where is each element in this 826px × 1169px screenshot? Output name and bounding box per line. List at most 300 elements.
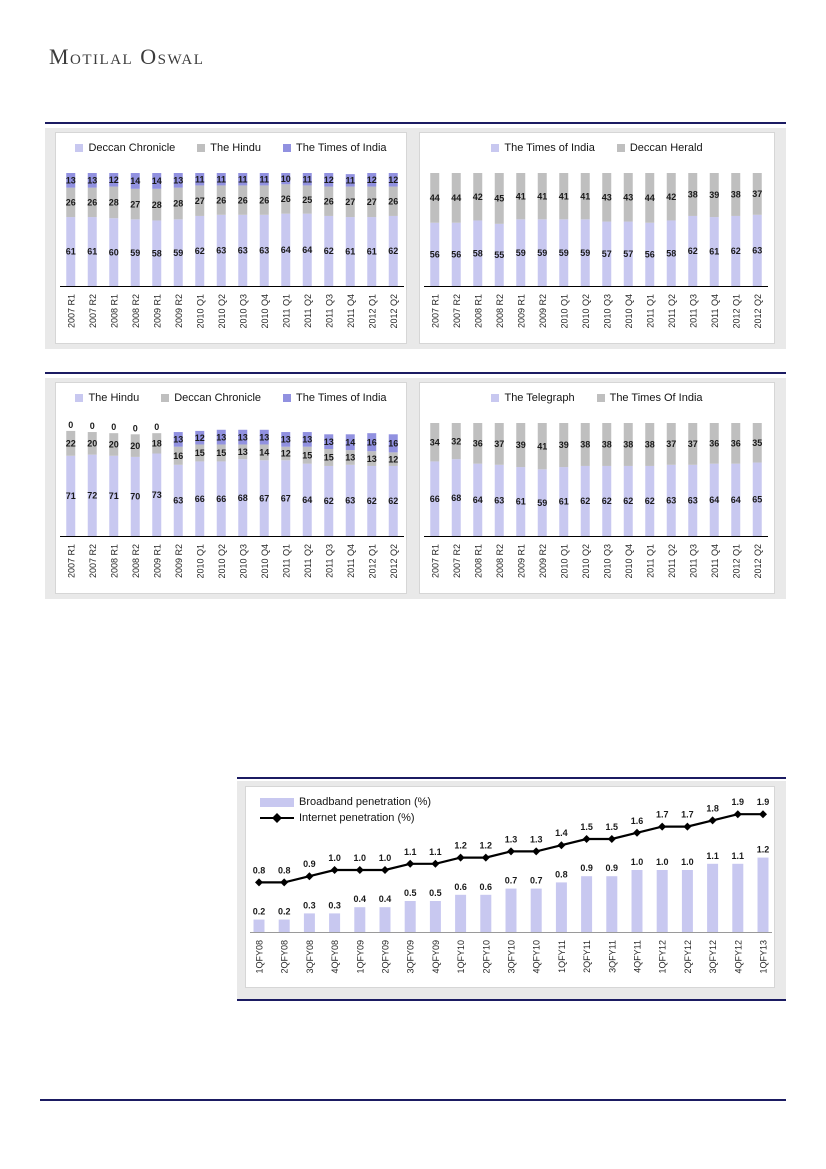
value-label: 44 <box>429 193 440 204</box>
category-label: 2009 R1 <box>152 544 163 579</box>
bar <box>531 889 542 932</box>
bar <box>606 876 617 932</box>
value-label: 37 <box>752 189 763 200</box>
value-label: 61 <box>515 496 526 507</box>
value-label: 0 <box>132 423 138 434</box>
value-label: 38 <box>687 189 698 200</box>
diamond-marker <box>331 866 339 874</box>
value-label: 37 <box>494 439 505 450</box>
value-label: 28 <box>151 199 162 210</box>
value-label: 38 <box>644 439 655 450</box>
category-label: 2012 Q2 <box>752 294 763 329</box>
diamond-marker <box>658 823 666 831</box>
category-label: 2008 R1 <box>109 294 120 329</box>
diamond-marker <box>709 816 717 824</box>
category-label: 2010 Q4 <box>259 544 270 579</box>
value-label: 16 <box>366 437 377 448</box>
footer-divider-line <box>40 1099 786 1101</box>
category-label: 2011 Q1 <box>645 544 656 578</box>
value-label: 13 <box>237 447 248 458</box>
divider-line-middle <box>45 372 786 374</box>
series-color-swatch <box>491 144 499 152</box>
category-label: 2007 R1 <box>430 294 441 329</box>
value-label: 1.6 <box>630 815 644 826</box>
bar <box>354 907 365 932</box>
value-label: 0 <box>111 422 117 433</box>
value-label: 63 <box>687 495 698 506</box>
category-label: 2QFY09 <box>380 940 391 974</box>
category-label: 3QFY09 <box>405 940 416 974</box>
value-label: 27 <box>194 195 205 206</box>
value-label: 62 <box>601 496 612 507</box>
value-label: 13 <box>345 452 356 463</box>
value-label: 1.8 <box>706 803 719 814</box>
value-label: 1.1 <box>403 846 417 857</box>
value-label: 26 <box>323 196 334 207</box>
legend-label: Deccan Chronicle <box>174 392 262 404</box>
value-label: 60 <box>108 247 119 258</box>
legend-item <box>283 142 387 154</box>
value-label: 13 <box>302 434 313 445</box>
value-label: 59 <box>558 247 569 258</box>
value-label: 13 <box>259 432 270 443</box>
value-label: 38 <box>623 439 634 450</box>
stacked-bar-plot <box>424 159 768 345</box>
legend-label: The Times of India <box>296 142 387 154</box>
value-label: 32 <box>451 436 462 447</box>
value-label: 11 <box>259 174 270 185</box>
legend-label: Deccan Chronicle <box>88 142 176 154</box>
category-label: 2011 Q1 <box>281 544 292 578</box>
chart-legend <box>420 383 774 404</box>
value-label: 61 <box>345 246 356 257</box>
category-label: 2007 R2 <box>451 544 462 579</box>
value-label: 13 <box>366 453 377 464</box>
diamond-marker <box>482 854 490 862</box>
value-label: 20 <box>87 438 98 449</box>
value-label: 62 <box>730 246 741 257</box>
divider-line-bottom-chart-bottom <box>237 999 786 1001</box>
category-label: 2007 R2 <box>87 294 98 329</box>
value-label: 14 <box>345 437 356 448</box>
diamond-marker <box>532 847 540 855</box>
value-label: 26 <box>65 197 76 208</box>
value-label: 42 <box>666 191 677 202</box>
value-label: 63 <box>345 495 356 506</box>
value-label: 59 <box>537 497 548 508</box>
value-label: 11 <box>216 174 227 185</box>
value-label: 64 <box>472 495 483 506</box>
value-label: 28 <box>108 197 119 208</box>
category-label: 2010 Q3 <box>602 294 613 329</box>
legend-label: The Times Of India <box>609 392 703 404</box>
value-label: 58 <box>666 248 677 259</box>
value-label: 12 <box>194 432 205 443</box>
chart-panel-bottom <box>237 781 786 1000</box>
category-label: 2010 Q1 <box>195 294 206 329</box>
category-label: 2010 Q1 <box>559 294 570 329</box>
series-color-swatch <box>491 394 499 402</box>
value-label: 1.0 <box>378 853 392 863</box>
value-label: 36 <box>709 438 720 449</box>
value-label: 13 <box>323 436 334 447</box>
value-label: 61 <box>366 246 377 257</box>
value-label: 1.1 <box>706 850 719 861</box>
value-label: 59 <box>130 247 141 258</box>
legend-label: Internet penetration (%) <box>299 812 415 824</box>
value-label: 58 <box>151 248 162 259</box>
value-label: 62 <box>580 496 591 507</box>
legend-item <box>597 392 703 404</box>
value-label: 72 <box>87 490 98 501</box>
value-label: 0.7 <box>504 875 518 886</box>
category-label: 2011 Q2 <box>666 544 677 578</box>
value-label: 12 <box>108 174 119 185</box>
value-label: 18 <box>151 438 162 449</box>
category-label: 2011 Q3 <box>688 294 699 328</box>
diamond-marker <box>608 835 616 843</box>
category-label: 2011 Q2 <box>666 294 677 328</box>
series-color-swatch <box>283 144 291 152</box>
category-label: 2007 R1 <box>66 544 77 579</box>
value-label: 13 <box>173 434 184 445</box>
category-label: 2009 R1 <box>516 294 527 329</box>
value-label: 1.0 <box>630 857 644 867</box>
value-label: 1.1 <box>731 850 745 861</box>
value-label: 63 <box>216 245 227 256</box>
category-label: 2012 Q1 <box>731 544 742 579</box>
value-label: 26 <box>280 194 291 205</box>
legend-item <box>491 392 574 404</box>
value-label: 37 <box>687 439 698 450</box>
value-label: 66 <box>194 493 205 504</box>
chart-legend <box>56 383 406 404</box>
legend-item <box>617 142 703 154</box>
value-label: 64 <box>302 245 313 256</box>
category-label: 2008 R2 <box>130 544 141 579</box>
category-label: 2007 R1 <box>430 544 441 579</box>
chart-panel-middle <box>45 378 786 599</box>
value-label: 11 <box>345 175 356 186</box>
value-label: 43 <box>623 192 634 203</box>
value-label: 15 <box>302 450 313 461</box>
value-label: 56 <box>644 249 655 260</box>
legend-item <box>75 392 139 404</box>
value-label: 44 <box>451 193 462 204</box>
value-label: 62 <box>323 246 334 257</box>
bar-line-plot <box>250 787 772 989</box>
category-label: 2008 R1 <box>473 544 484 579</box>
diamond-marker <box>583 835 591 843</box>
category-label: 2012 Q2 <box>388 294 399 329</box>
value-label: 66 <box>429 493 440 504</box>
value-label: 1.4 <box>555 828 568 839</box>
category-label: 2009 R2 <box>537 294 548 329</box>
value-label: 0.8 <box>252 865 266 876</box>
value-label: 62 <box>623 496 634 507</box>
legend-item <box>75 142 175 154</box>
value-label: 1.0 <box>328 853 341 863</box>
value-label: 61 <box>65 246 76 257</box>
category-label: 2011 Q3 <box>688 544 699 578</box>
value-label: 59 <box>173 247 184 258</box>
value-label: 0.2 <box>277 906 291 917</box>
value-label: 38 <box>601 439 612 450</box>
category-label: 2011 Q1 <box>281 294 292 328</box>
value-label: 62 <box>388 496 399 507</box>
series-color-swatch <box>75 144 83 152</box>
value-label: 59 <box>580 247 591 258</box>
value-label: 20 <box>108 439 119 450</box>
value-label: 0.7 <box>529 875 543 886</box>
value-label: 0 <box>68 419 74 430</box>
category-label: 2012 Q1 <box>367 294 378 329</box>
category-label: 2011 Q3 <box>324 544 335 578</box>
bar <box>632 870 643 932</box>
value-label: 13 <box>216 432 227 443</box>
diamond-marker <box>734 810 742 818</box>
value-label: 0.5 <box>403 888 417 898</box>
category-label: 2012 Q2 <box>752 544 763 579</box>
category-label: 3QFY10 <box>506 940 517 974</box>
value-label: 1.0 <box>655 857 669 867</box>
legend-label: The Telegraph <box>504 392 575 404</box>
value-label: 56 <box>451 249 462 260</box>
chart-card-mid-right <box>419 382 775 594</box>
chart-card-top-right <box>419 132 775 344</box>
category-label: 2010 Q2 <box>216 294 227 329</box>
series-color-swatch <box>161 394 169 402</box>
chart-panel-top <box>45 128 786 349</box>
chart-legend <box>56 133 406 154</box>
category-label: 2010 Q2 <box>580 294 591 329</box>
category-label: 3QFY12 <box>708 940 719 974</box>
category-label: 2010 Q4 <box>623 294 634 329</box>
value-label: 68 <box>451 492 462 503</box>
category-label: 2012 Q1 <box>367 544 378 579</box>
category-label: 2011 Q4 <box>709 544 720 578</box>
value-label: 64 <box>730 495 741 506</box>
legend-label: Broadband penetration (%) <box>299 796 432 808</box>
value-label: 0.2 <box>252 906 266 917</box>
series-color-swatch <box>617 144 625 152</box>
category-label: 2011 Q1 <box>645 294 656 328</box>
category-label: 2009 R2 <box>173 294 184 329</box>
category-label: 1QFY10 <box>456 940 467 974</box>
bar <box>556 882 567 932</box>
value-label: 64 <box>280 245 291 256</box>
value-label: 27 <box>345 197 356 208</box>
value-label: 1.0 <box>681 857 694 867</box>
value-label: 1.3 <box>529 834 543 845</box>
value-label: 63 <box>237 245 248 256</box>
value-label: 26 <box>388 196 399 207</box>
value-label: 25 <box>302 194 313 205</box>
series-color-swatch <box>75 394 83 402</box>
chart-card-top-left <box>55 132 407 344</box>
value-label: 41 <box>558 191 569 202</box>
category-label: 2008 R2 <box>494 294 505 329</box>
value-label: 59 <box>515 247 526 258</box>
value-label: 0.9 <box>605 863 619 874</box>
value-label: 13 <box>87 175 98 186</box>
value-label: 15 <box>323 452 334 463</box>
value-label: 11 <box>237 174 248 185</box>
category-label: 1QFY11 <box>556 940 567 973</box>
category-label: 2007 R1 <box>66 294 77 329</box>
diamond-marker <box>356 866 364 874</box>
bar <box>329 913 340 932</box>
value-label: 42 <box>472 191 483 202</box>
value-label: 37 <box>666 439 677 450</box>
bar <box>304 913 315 932</box>
category-label: 2010 Q3 <box>238 544 249 579</box>
bar <box>430 901 441 932</box>
divider-line-bottom-chart-top <box>237 777 786 779</box>
category-label: 2008 R2 <box>130 294 141 329</box>
value-label: 41 <box>537 191 548 202</box>
value-label: 61 <box>709 246 720 257</box>
value-label: 57 <box>623 248 634 259</box>
value-label: 36 <box>730 438 741 449</box>
value-label: 27 <box>130 199 141 210</box>
diamond-marker <box>633 829 641 837</box>
category-label: 2QFY12 <box>682 940 693 974</box>
value-label: 64 <box>709 495 720 506</box>
value-label: 16 <box>173 450 184 461</box>
diamond-marker <box>507 847 515 855</box>
bar <box>657 870 668 932</box>
value-label: 44 <box>644 193 655 204</box>
diamond-marker <box>431 860 439 868</box>
brand-logo: Motilal Oswal <box>49 44 205 69</box>
category-label: 1QFY08 <box>254 940 265 974</box>
value-label: 16 <box>388 438 399 449</box>
value-label: 11 <box>302 174 313 185</box>
value-label: 70 <box>130 491 141 502</box>
value-label: 1.0 <box>353 853 367 863</box>
category-label: 2011 Q4 <box>345 294 356 328</box>
value-label: 0.8 <box>555 869 568 880</box>
stacked-bar-plot <box>424 409 768 595</box>
category-label: 2010 Q2 <box>216 544 227 579</box>
value-label: 13 <box>173 175 184 186</box>
value-label: 41 <box>515 191 526 202</box>
value-label: 57 <box>601 248 612 259</box>
value-label: 12 <box>366 174 377 185</box>
value-label: 58 <box>472 248 483 259</box>
value-label: 63 <box>259 245 270 256</box>
diamond-marker <box>255 878 263 886</box>
value-label: 0.5 <box>429 888 442 898</box>
category-label: 4QFY08 <box>330 940 341 974</box>
value-label: 61 <box>87 246 98 257</box>
value-label: 66 <box>216 493 227 504</box>
stacked-bar-plot <box>60 409 404 595</box>
value-label: 63 <box>752 245 763 256</box>
value-label: 26 <box>259 195 270 206</box>
value-label: 20 <box>130 440 141 451</box>
value-label: 15 <box>216 448 227 459</box>
category-label: 2011 Q2 <box>302 544 313 578</box>
value-label: 13 <box>280 434 291 445</box>
diamond-marker <box>683 823 691 831</box>
legend-item <box>491 142 595 154</box>
value-label: 39 <box>709 190 720 201</box>
value-label: 62 <box>323 496 334 507</box>
category-label: 1QFY12 <box>657 940 668 974</box>
divider-line-top <box>45 122 786 124</box>
value-label: 13 <box>237 432 248 443</box>
value-label: 0.3 <box>328 900 341 911</box>
series-color-swatch <box>197 144 205 152</box>
value-label: 56 <box>429 249 440 260</box>
category-label: 4QFY09 <box>430 940 441 974</box>
diamond-marker <box>457 854 465 862</box>
bar <box>380 907 391 932</box>
value-label: 12 <box>323 174 334 185</box>
category-label: 2009 R2 <box>173 544 184 579</box>
bar <box>758 858 769 932</box>
value-label: 67 <box>280 493 291 504</box>
value-label: 43 <box>601 192 612 203</box>
diamond-marker <box>759 810 767 818</box>
value-label: 41 <box>580 191 591 202</box>
value-label: 45 <box>494 193 505 204</box>
legend-label: The Times of India <box>504 142 595 154</box>
bar <box>279 920 290 932</box>
value-label: 1.7 <box>655 809 669 820</box>
value-label: 1.5 <box>605 822 619 832</box>
category-label: 2012 Q2 <box>388 544 399 579</box>
value-label: 62 <box>687 246 698 257</box>
value-label: 1.9 <box>731 797 745 808</box>
category-label: 2010 Q3 <box>238 294 249 329</box>
value-label: 63 <box>666 495 677 506</box>
category-label: 2007 R2 <box>451 294 462 329</box>
series-color-swatch <box>597 394 605 402</box>
value-label: 39 <box>558 440 569 451</box>
category-label: 2011 Q4 <box>345 544 356 578</box>
bar <box>254 920 265 932</box>
category-label: 4QFY12 <box>733 940 744 974</box>
value-label: 11 <box>194 174 205 185</box>
value-label: 65 <box>752 494 763 505</box>
value-label: 1.5 <box>580 822 593 832</box>
bar <box>707 864 718 932</box>
value-label: 14 <box>259 447 270 458</box>
value-label: 1.2 <box>756 844 770 855</box>
value-label: 26 <box>87 197 98 208</box>
value-label: 63 <box>494 495 505 506</box>
legend-item <box>197 142 261 154</box>
category-label: 2011 Q4 <box>709 294 720 328</box>
category-label: 3QFY11 <box>607 940 618 973</box>
diamond-marker <box>280 878 288 886</box>
value-label: 26 <box>216 195 227 206</box>
bar <box>405 901 416 932</box>
value-label: 1.3 <box>504 834 518 845</box>
category-label: 2010 Q1 <box>195 544 206 579</box>
bar <box>455 895 466 932</box>
series-color-swatch <box>283 394 291 402</box>
value-label: 12 <box>388 454 399 465</box>
value-label: 71 <box>65 491 76 502</box>
chart-legend <box>420 133 774 154</box>
value-label: 62 <box>644 496 655 507</box>
value-label: 1.7 <box>681 809 694 820</box>
value-label: 62 <box>366 496 377 507</box>
